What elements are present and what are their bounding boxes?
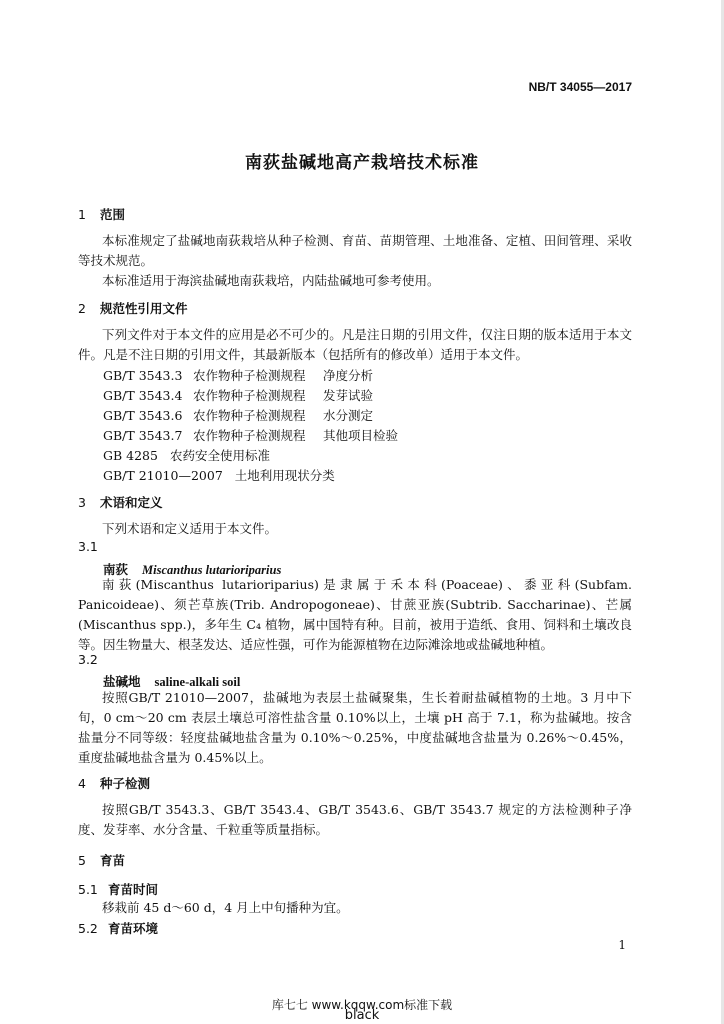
section-1-heading <box>78 205 125 223</box>
section-1-paragraph-2: 本标准适用于海滨盐碱地南荻栽培，内陆盐碱地可参考使用。 <box>102 273 440 288</box>
section-number: 2 <box>78 301 86 316</box>
reference-item <box>103 386 373 404</box>
reference-item <box>103 366 373 384</box>
reference-code: GB 4285 <box>103 448 158 463</box>
section-4-heading <box>78 774 150 792</box>
reference-name: 土地利用现状分类 <box>234 468 335 483</box>
section-2-paragraph: 下列文件对于本文件的应用是必不可少的。凡是注日期的引用文件，仅注日期的版本适用于本文件。凡是不注日期的引用文件，其最新版本（包括所有的修改单）适用于本文件。 <box>78 327 632 362</box>
subsection-number: 5.1 <box>78 882 98 897</box>
reference-code: GB/T 3543.3 <box>103 368 183 383</box>
subsection-5-2-heading <box>78 919 158 937</box>
reference-code: GB/T 3543.6 <box>103 408 183 423</box>
subsection-title: 育苗时间 <box>108 882 159 897</box>
subsection-title: 育苗环境 <box>108 921 159 936</box>
watermark-footer: 库七七 www.kqqw.com标准下载 <box>271 998 453 1012</box>
subsection-5-1-heading <box>78 880 158 898</box>
section-4-paragraph: 按照GB/T 3543.3、GB/T 3543.4、GB/T 3543.6、GB/T 3543.7 规定的方法检测种子净度、发芽率、水分含量、千粒重等质量指标。 <box>78 802 632 837</box>
term-3-2-number: 3.2 <box>78 652 98 667</box>
section-title: 范围 <box>100 207 126 222</box>
section-title: 术语和定义 <box>100 495 163 510</box>
reference-code: GB/T 21010—2007 <box>103 468 223 483</box>
section-number: 3 <box>78 495 86 510</box>
section-5-heading <box>78 851 125 869</box>
reference-item <box>103 426 398 444</box>
section-number: 4 <box>78 776 86 791</box>
term-3-2-definition: 按照GB/T 21010—2007，盐碱地为表层土盐碱聚集，生长着耐盐碱植物的土地。3 月中下旬，0 cm～20 cm 表层土壤总可溶性盐含量 0.10%以上，土壤 pH 高于 7.1，称为盐碱地。按含盐量分不同等级：轻度盐碱地盐含量为 0.10%～0.25%，中度盐碱地含盐量为 0.26%～0.45%，重度盐碱地盐含量为 0.45%以上。 <box>78 690 632 765</box>
section-number: 5 <box>78 853 86 868</box>
section-1-paragraph-1: 本标准规定了盐碱地南荻栽培从种子检测、育苗、苗期管理、土地准备、定植、田间管理、采收等技术规范。 <box>78 233 632 268</box>
reference-topic: 其他项目检验 <box>323 428 399 443</box>
document-title: 南荻盐碱地高产栽培技术标准 <box>245 153 479 173</box>
reference-name: 农作物种子检测规程 <box>193 388 306 403</box>
reference-code: GB/T 3543.7 <box>103 428 183 443</box>
subsection-number: 5.2 <box>78 921 98 936</box>
term-3-1-number: 3.1 <box>78 539 98 554</box>
term-chinese: 盐碱地 <box>103 674 141 689</box>
reference-code: GB/T 3543.4 <box>103 388 183 403</box>
reference-topic: 发芽试验 <box>323 388 374 403</box>
section-title: 规范性引用文件 <box>100 301 188 316</box>
reference-name: 农作物种子检测规程 <box>193 408 306 423</box>
section-number: 1 <box>78 207 86 222</box>
term-english: Miscanthus lutarioriparius <box>142 563 282 577</box>
term-chinese: 南荻 <box>103 562 129 577</box>
standard-code: NB/T 34055—2017 <box>528 80 632 94</box>
reference-item <box>103 446 270 464</box>
term-3-1-definition: 南荻(Miscanthus lutarioriparius)是隶属于禾本科(Poaceae)、黍亚科(Subfam. Panicoideae)、须芒草族(Trib. Andropogoneae)、甘蔗亚族(Subtrib. Saccharinae)、芒属(Miscanthus spp.)，多年生 C₄ 植物，属中国特有种。目前，被用于造纸、食用、饲料和土壤改良等。因生物量大、根茎发达、适应性强，可作为能源植物在边际滩涂地或盐碱地种植。 <box>78 577 632 652</box>
reference-item <box>103 406 373 424</box>
section-title: 种子检测 <box>100 776 151 791</box>
reference-name: 农药安全使用标准 <box>169 448 270 463</box>
section-3-heading <box>78 493 163 511</box>
section-title: 育苗 <box>100 853 126 868</box>
section-2-heading <box>78 299 188 317</box>
section-3-intro: 下列术语和定义适用于本文件。 <box>102 521 278 536</box>
term-english: saline-alkali soil <box>154 675 241 689</box>
subsection-5-1-paragraph: 移栽前 45 d～60 d，4 月上中旬播种为宜。 <box>102 900 349 915</box>
reference-item <box>103 466 335 484</box>
footer-caption: black <box>344 1008 380 1023</box>
reference-topic: 水分测定 <box>323 408 374 423</box>
reference-name: 农作物种子检测规程 <box>193 368 306 383</box>
reference-topic: 净度分析 <box>323 368 374 383</box>
page-number: 1 <box>618 938 626 952</box>
reference-name: 农作物种子检测规程 <box>193 428 306 443</box>
